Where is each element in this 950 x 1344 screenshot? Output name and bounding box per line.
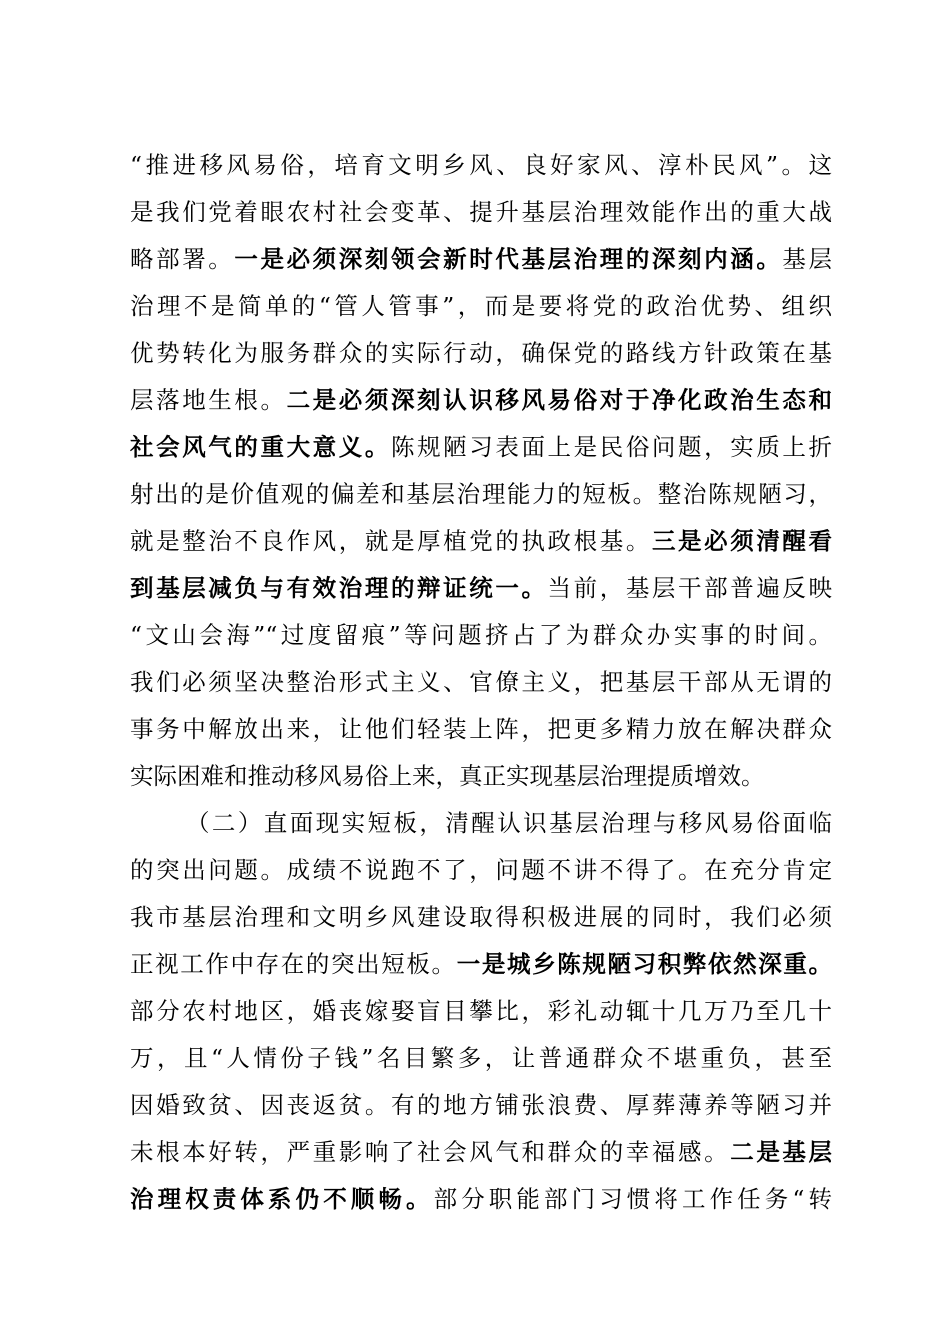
bold-heading-run: 一是城乡陈规陋习积弊依然深重。	[456, 950, 833, 978]
text-run: 实际困难和推动移风易俗上来，真正实现基层治理提质增效。	[130, 762, 765, 790]
text-run: “文山会海”“过度留痕”等问题挤占了为群众办实事的时间。	[130, 621, 832, 649]
text-line	[130, 236, 832, 283]
text-line	[130, 894, 832, 941]
text-line	[130, 189, 832, 236]
text-run: 未根本好转，严重影响了社会风气和群众的幸福感。	[130, 1138, 731, 1166]
text-run: 治理不是简单的“管人管事”，而是要将党的政治优势、组织	[130, 292, 832, 320]
text-run: 我市基层治理和文明乡风建设取得积极进展的同时，我们必须	[130, 903, 832, 931]
text-run: 正视工作中存在的突出短板。	[130, 950, 457, 978]
bold-heading-run: 二是必须深刻认识移风易俗对于净化政治生态和	[286, 386, 833, 414]
text-run: 我们必须坚决整治形式主义、官僚主义，把基层干部从无谓的	[130, 668, 832, 696]
text-line	[130, 142, 832, 189]
text-run: 的突出问题。成绩不说跑不了，问题不讲不得了。在充分肯定	[130, 856, 832, 884]
text-line	[130, 659, 832, 706]
text-line	[130, 471, 832, 518]
text-run: 略部署。	[130, 245, 235, 273]
text-line	[130, 800, 832, 847]
text-run: “推进移风易俗，培育文明乡风、良好家风、淳朴民风”。这	[130, 151, 832, 179]
bold-heading-run: 社会风气的重大意义。	[130, 433, 391, 461]
text-run: 部分农村地区，婚丧嫁娶盲目攀比，彩礼动辄十几万乃至几十	[130, 997, 832, 1025]
paragraph-2	[130, 800, 832, 1223]
text-line	[130, 988, 832, 1035]
text-run: 是我们党着眼农村社会变革、提升基层治理效能作出的重大战	[130, 198, 832, 226]
text-line	[130, 377, 832, 424]
text-line	[130, 424, 832, 471]
text-line	[130, 706, 832, 753]
text-run: 射出的是价值观的偏差和基层治理能力的短板。整治陈规陋习，	[130, 480, 832, 508]
text-run: 就是整治不良作风，就是厚植党的执政根基。	[130, 527, 652, 555]
text-line	[130, 847, 832, 894]
section-heading-run: （二）直面现实短板，清醒认识基层治理与移风易俗面临	[186, 809, 832, 837]
text-line	[130, 330, 832, 377]
bold-heading-run: 三是必须清醒看	[651, 527, 833, 555]
text-line	[130, 283, 832, 330]
text-line	[130, 1129, 832, 1176]
bold-heading-run: 治理权责体系仍不顺畅。	[130, 1185, 434, 1213]
text-line	[130, 1176, 832, 1223]
text-run: 基层	[782, 245, 833, 273]
document-body	[130, 142, 832, 1223]
text-run: 优势转化为服务群众的实际行动，确保党的路线方针政策在基	[130, 339, 832, 367]
text-run: 万，且“人情份子钱”名目繁多，让普通群众不堪重负，甚至	[130, 1044, 832, 1072]
text-line	[130, 753, 832, 800]
bold-heading-run: 一是必须深刻领会新时代基层治理的深刻内涵。	[234, 245, 783, 273]
text-line	[130, 941, 832, 988]
bold-heading-run: 二是基层	[730, 1138, 833, 1166]
paragraph-1	[130, 142, 832, 800]
text-run: 陈规陋习表面上是民俗问题，实质上折	[390, 433, 833, 461]
text-line	[130, 612, 832, 659]
text-run: 层落地生根。	[130, 386, 287, 414]
text-line	[130, 565, 832, 612]
bold-heading-run: 到基层减负与有效治理的辩证统一。	[130, 574, 548, 602]
text-run: 因婚致贫、因丧返贫。有的地方铺张浪费、厚葬薄养等陋习并	[130, 1091, 832, 1119]
text-run: 部分职能部门习惯将工作任务“转	[433, 1185, 832, 1213]
text-run: 事务中解放出来，让他们轻装上阵，把更多精力放在解决群众	[130, 715, 832, 743]
text-line	[130, 1035, 832, 1082]
text-line	[130, 518, 832, 565]
text-line	[130, 1082, 832, 1129]
text-run: 当前，基层干部普遍反映	[547, 574, 833, 602]
